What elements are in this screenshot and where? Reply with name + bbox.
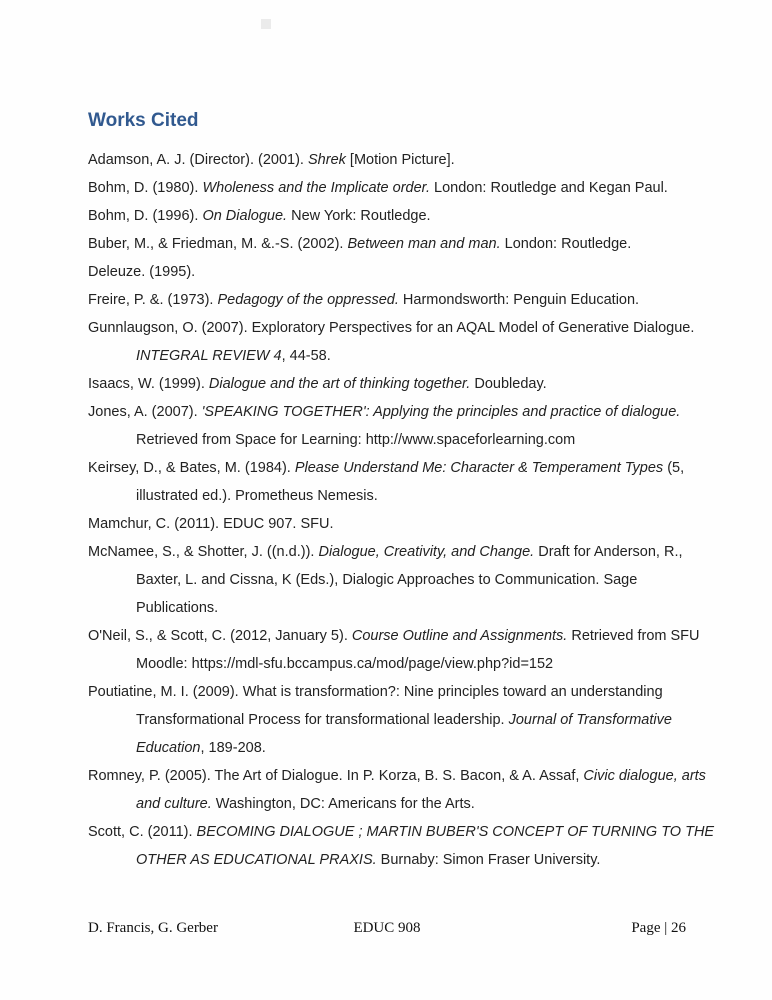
reference-line: Buber, M., & Friedman, M. &.-S. (2002). Between man and man. London: Routledge. <box>88 236 632 252</box>
reference-line: Poutiatine, M. I. (2009). What is transformation?: Nine principles toward an understanding <box>88 684 663 700</box>
reference-line: INTEGRAL REVIEW 4, 44-58. <box>136 348 331 364</box>
reference-line: Baxter, L. and Cissna, K (Eds.), Dialogic Approaches to Communication. Sage <box>136 572 638 588</box>
footer-authors: D. Francis, G. Gerber <box>88 920 218 936</box>
reference-line: illustrated ed.). Prometheus Nemesis. <box>136 488 378 504</box>
reference-line: Deleuze. (1995). <box>88 264 196 280</box>
page-footer <box>88 914 686 942</box>
reference-line: Mamchur, C. (2011). EDUC 907. SFU. <box>88 516 334 532</box>
reference-line: Gunnlaugson, O. (2007). Exploratory Perspectives for an AQAL Model of Generative Dialogue. <box>88 320 695 336</box>
reference-line: Isaacs, W. (1999). Dialogue and the art of thinking together. Doubleday. <box>88 376 547 392</box>
works-cited-heading: Works Cited <box>88 110 199 131</box>
reference-line: Freire, P. &. (1973). Pedagogy of the oppressed. Harmondsworth: Penguin Education. <box>88 292 640 308</box>
reference-line: and culture. Washington, DC: Americans for the Arts. <box>136 796 475 812</box>
reference-line: Education, 189-208. <box>136 740 266 756</box>
reference-line: Scott, C. (2011). BECOMING DIALOGUE ; MARTIN BUBER'S CONCEPT OF TURNING TO THE <box>88 824 715 840</box>
footer-page-number: Page | 26 <box>631 920 686 936</box>
reference-line: OTHER AS EDUCATIONAL PRAXIS. Burnaby: Simon Fraser University. <box>136 852 601 868</box>
scan-artifact-mark <box>261 19 271 29</box>
reference-line: Retrieved from Space for Learning: http://www.spaceforlearning.com <box>136 432 576 448</box>
reference-line: Bohm, D. (1980). Wholeness and the Implicate order. London: Routledge and Kegan Paul. <box>88 180 668 196</box>
reference-line: Moodle: https://mdl-sfu.bccampus.ca/mod/page/view.php?id=152 <box>136 656 554 672</box>
reference-line: Jones, A. (2007). 'SPEAKING TOGETHER': Applying the principles and practice of dialogue. <box>88 404 681 420</box>
reference-line: Bohm, D. (1996). On Dialogue. New York: Routledge. <box>88 208 431 224</box>
reference-line: Romney, P. (2005). The Art of Dialogue. In P. Korza, B. S. Bacon, & A. Assaf, Civic dialogue, arts <box>88 768 706 784</box>
reference-line: McNamee, S., & Shotter, J. ((n.d.)). Dialogue, Creativity, and Change. Draft for Anderson, R., <box>88 544 683 560</box>
reference-line: Transformational Process for transformational leadership. Journal of Transformative <box>136 712 672 728</box>
reference-line: Publications. <box>136 600 219 616</box>
references-list <box>88 146 748 874</box>
reference-line: O'Neil, S., & Scott, C. (2012, January 5). Course Outline and Assignments. Retrieved from SFU <box>88 628 700 644</box>
reference-line: Adamson, A. J. (Director). (2001). Shrek [Motion Picture]. <box>88 152 455 168</box>
footer-course-code: EDUC 908 <box>353 920 421 936</box>
reference-line: Keirsey, D., & Bates, M. (1984). Please Understand Me: Character & Temperament Types (5, <box>88 460 685 476</box>
